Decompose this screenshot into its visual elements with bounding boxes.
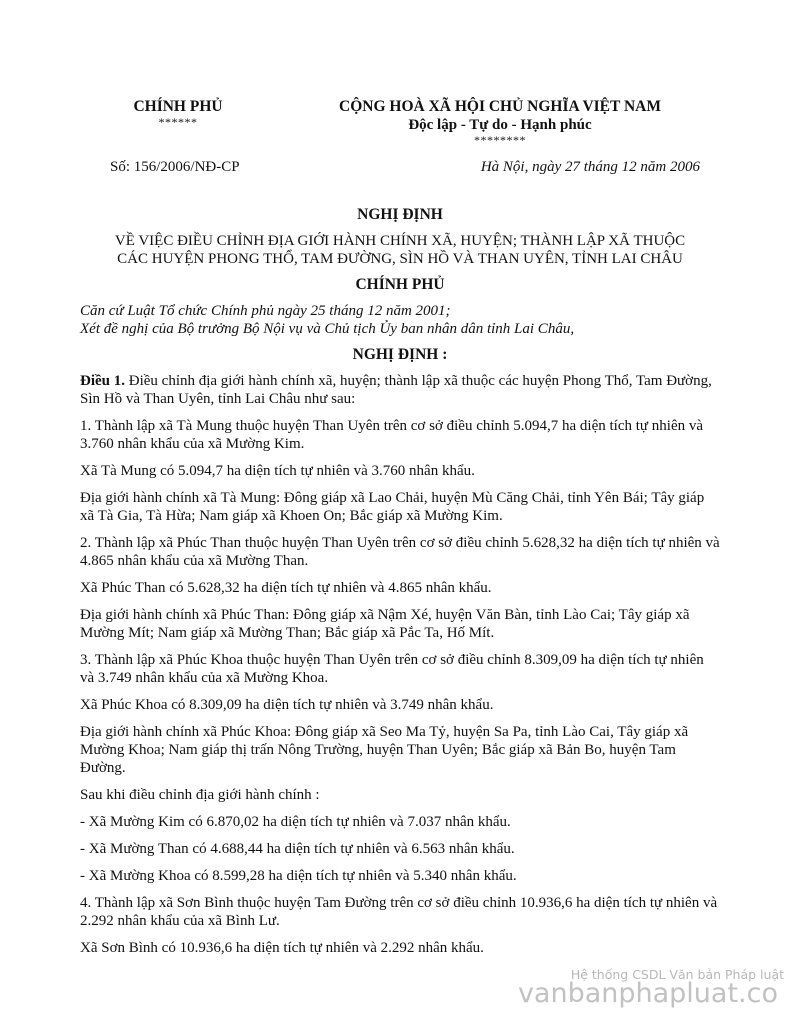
paragraph: 4. Thành lập xã Sơn Bình thuộc huyện Tam Đường trên cơ sở điều chỉnh 10.936,6 ha diện tích tự nhiên và 2.292 nhân khẩu của xã Bình Lư. [80, 895, 718, 929]
paragraph: Xã Sơn Bình có 10.936,6 ha diện tích tự nhiên và 2.292 nhân khẩu. [80, 940, 484, 956]
nation-name: CỘNG HOÀ XÃ HỘI CHỦ NGHĨA VIỆT NAM [339, 98, 661, 115]
article-1-text: Điều chỉnh địa giới hành chính xã, huyện; thành lập xã thuộc các huyện Phong Thổ, Tam Đường, Sìn Hồ và Than Uyên, tỉnh Lai Châu như sau: [80, 373, 712, 407]
paragraph: - Xã Mường Than có 4.688,44 ha diện tích tự nhiên và 6.563 nhân khẩu. [80, 841, 515, 857]
paragraph: Địa giới hành chính xã Phúc Than: Đông giáp xã Nậm Xé, huyện Văn Bàn, tỉnh Lào Cai; Tây giáp xã Mường Mít; Nam giáp xã Mường Than; Bắc giáp xã Pắc Ta, Hố Mít. [80, 607, 690, 641]
paragraph: - Xã Mường Kim có 6.870,02 ha diện tích tự nhiên và 7.037 nhân khẩu. [80, 814, 511, 830]
decree-body [80, 372, 720, 966]
article-1 [80, 372, 720, 408]
paragraph: Xã Phúc Khoa có 8.309,09 ha diện tích tự nhiên và 3.749 nhân khẩu. [80, 697, 494, 713]
paragraph: Xã Tà Mung có 5.094,7 ha diện tích tự nhiên và 3.760 nhân khẩu. [80, 463, 475, 479]
paragraph: Xã Phúc Than có 5.628,32 ha diện tích tự nhiên và 4.865 nhân khẩu. [80, 580, 492, 596]
watermark-caption: Hệ thống CSDL Văn bản Pháp luật [570, 967, 784, 982]
national-motto: Độc lập - Tự do - Hạnh phúc [408, 117, 592, 133]
issuer-block [108, 98, 248, 128]
authority-heading: CHÍNH PHỦ [355, 276, 445, 293]
paragraph: 3. Thành lập xã Phúc Khoa thuộc huyện Than Uyên trên cơ sở điều chỉnh 8.309,09 ha diện tích tự nhiên và 3.749 nhân khẩu của xã Mường Khoa. [80, 652, 704, 686]
watermark-site: vanbanphapluat.co [517, 978, 778, 1009]
motto-stars: ******** [474, 133, 526, 147]
document-subject [80, 232, 720, 268]
subject-line-2: CÁC HUYỆN PHONG THỔ, TAM ĐƯỜNG, SÌN HỒ VÀ THAN UYÊN, TỈNH LAI CHÂU [117, 251, 683, 267]
national-header [300, 98, 700, 146]
decree-heading: NGHỊ ĐỊNH : [352, 346, 448, 363]
paragraph: 1. Thành lập xã Tà Mung thuộc huyện Than Uyên trên cơ sở điều chỉnh 5.094,7 ha diện tích tự nhiên và 3.760 nhân khẩu của xã Mường Kim. [80, 418, 704, 452]
date-line: Hà Nội, ngày 27 tháng 12 năm 2006 [480, 159, 700, 175]
basis-line: Xét đề nghị của Bộ trưởng Bộ Nội vụ và Chủ tịch Ủy ban nhân dân tỉnh Lai Châu, [80, 321, 575, 337]
issuer-name: CHÍNH PHỦ [133, 98, 223, 115]
paragraph: Địa giới hành chính xã Phúc Khoa: Đông giáp xã Seo Ma Tỷ, huyện Sa Pa, tỉnh Lào Cai, Tây giáp xã Mường Khoa; Nam giáp thị trấn Nông Trường, huyện Than Uyên; Bắc giáp xã Bản Bo, huyện Tam Đường. [80, 724, 689, 776]
paragraph: 2. Thành lập xã Phúc Than thuộc huyện Than Uyên trên cơ sở điều chỉnh 5.628,32 ha diện tích tự nhiên và 4.865 nhân khẩu của xã Mường Than. [80, 535, 720, 569]
paragraph: Địa giới hành chính xã Tà Mung: Đông giáp xã Lao Chải, huyện Mù Căng Chải, tỉnh Yên Bái; Tây giáp xã Tà Gia, Tà Hừa; Nam giáp xã Khoen On; Bắc giáp xã Mường Kim. [80, 490, 705, 524]
issuer-stars: ****** [158, 115, 198, 129]
basis-line: Căn cứ Luật Tổ chức Chính phủ ngày 25 tháng 12 năm 2001; [80, 303, 451, 319]
document-number: Số: 156/2006/NĐ-CP [110, 159, 240, 175]
legal-basis [80, 302, 740, 338]
paragraph: Sau khi điều chỉnh địa giới hành chính : [80, 787, 320, 803]
article-1-label: Điều 1. [80, 373, 125, 389]
document-type-title: NGHỊ ĐỊNH [357, 206, 443, 223]
subject-line-1: VỀ VIỆC ĐIỀU CHỈNH ĐỊA GIỚI HÀNH CHÍNH XÃ, HUYỆN; THÀNH LẬP XÃ THUỘC [114, 233, 686, 249]
paragraph: - Xã Mường Khoa có 8.599,28 ha diện tích tự nhiên và 5.340 nhân khẩu. [80, 868, 517, 884]
